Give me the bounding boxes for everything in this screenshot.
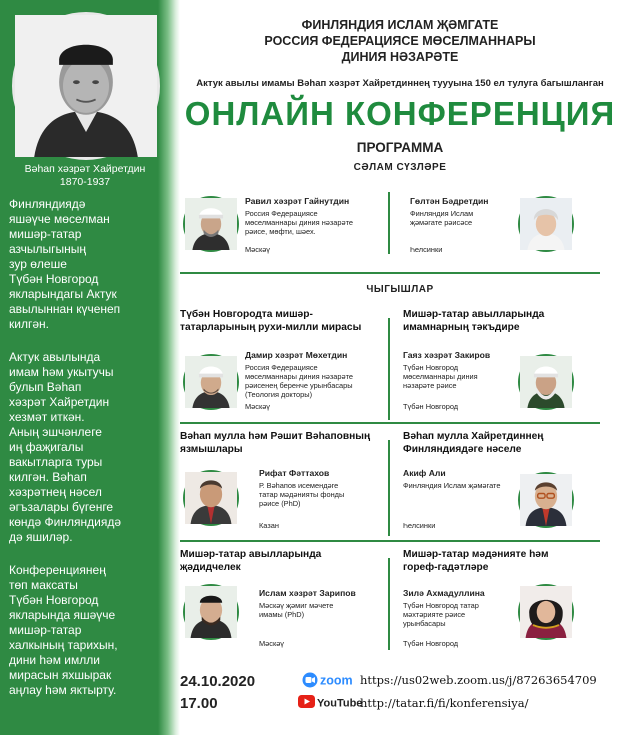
speech-4-role: Финляндия Ислам җәмәгате bbox=[403, 481, 501, 490]
speech-6-role: Түбән Новгород татар мәхтәрияте рәисе урынбасары bbox=[403, 601, 479, 628]
sidebar-paragraph-3: Конференциянең төп максаты Түбән Новгород якларында яшәүче мишәр-татар халкының тарихын, дини һәм имлли мирасын яхшырак аңлау һәм яктырту. bbox=[9, 563, 118, 697]
conference-title: ОНЛАЙН КОНФЕРЕНЦИЯ bbox=[184, 95, 616, 132]
event-date: 24.10.2020 bbox=[180, 673, 256, 690]
speaker-photo-akif-ali bbox=[518, 472, 574, 528]
sidebar-edge bbox=[158, 0, 180, 735]
divider-vertical-row-1 bbox=[388, 318, 390, 420]
speaker-photo-gainutdin bbox=[183, 196, 239, 252]
speech-5-topic: Мишәр-татар авылларында җәдидчелек bbox=[180, 549, 322, 573]
speech-1-city: Мәскәү bbox=[245, 402, 271, 411]
speech-5-city: Мәскәү bbox=[259, 639, 285, 648]
divider-greetings bbox=[180, 272, 600, 274]
program-heading: ПРОГРАММА bbox=[356, 140, 444, 155]
speaker-photo-mukhetdin bbox=[183, 354, 239, 410]
speech-1-name: Дамир хәзрәт Мөхетдин bbox=[245, 350, 348, 360]
portrait-image bbox=[15, 15, 157, 157]
event-time: 17.00 bbox=[180, 695, 218, 712]
speech-5-name: Ислам хәзрәт Зарипов bbox=[259, 588, 356, 598]
org-line-3: ДИНИЯ НӘЗАРӘТЕ bbox=[341, 50, 459, 64]
speaker-photo-badretdin bbox=[518, 196, 574, 252]
greeting-2-name: Гөлтән Бәдретдин bbox=[410, 196, 489, 206]
greeting-2-role: Финляндия Ислам җәмәгате рәисәсе bbox=[410, 209, 474, 227]
divider-row-2 bbox=[180, 540, 600, 542]
portrait-photo bbox=[12, 12, 160, 160]
speech-4-city: Һелсинки bbox=[403, 521, 436, 530]
divider-vertical-row-2 bbox=[388, 440, 390, 536]
greeting-2-city: Һелсинки bbox=[410, 245, 443, 254]
speaker-photo-fattakhov bbox=[183, 470, 239, 526]
youtube-link[interactable]: http://tatar.fi/fi/konferensiya/ bbox=[360, 696, 529, 710]
zoom-logo-icon bbox=[302, 671, 354, 689]
speaker-photo-zakirov bbox=[518, 354, 574, 410]
youtube-logo-icon bbox=[298, 694, 363, 710]
speaker-photo-akhmadullina bbox=[518, 584, 574, 640]
speech-2-city: Түбән Новгород bbox=[403, 402, 459, 411]
speech-5-role: Мәскәү җәмиг мәчете имамы (PhD) bbox=[259, 601, 334, 619]
divider-row-1 bbox=[180, 422, 600, 424]
speech-3-role: Р. Вәһапов исемендәге татар мәдәнияты фонды рәисе (PhD) bbox=[259, 481, 345, 508]
speech-6-topic: Мишәр-татар мәдәнияте һәм гореф-гадәтләре bbox=[403, 549, 549, 573]
greeting-1-city: Мәскәү bbox=[245, 245, 271, 254]
speech-2-topic: Мишәр-татар авылларында имамнарның тәкъдире bbox=[403, 309, 545, 333]
org-line-1: ФИНЛЯНДИЯ ИСЛАМ ҖӘМГАТЕ bbox=[301, 18, 499, 32]
speeches-heading: ЧЫГЫШЛАР bbox=[366, 284, 434, 295]
speech-4-name: Акиф Али bbox=[403, 468, 446, 478]
speech-6-name: Зилә Ахмадуллина bbox=[403, 588, 485, 598]
zoom-logo-text: zoom bbox=[320, 673, 353, 688]
speech-1-role: Россия Федерациясе мөселманнары диния нәзарәте рәисенең беренче урынбасары (Теология докторы) bbox=[245, 363, 354, 399]
speech-3-name: Рифат Фәттахов bbox=[259, 468, 330, 478]
speech-6-city: Түбән Новгород bbox=[403, 639, 459, 648]
sidebar-paragraph-1: Финляндиядә яшәүче мөселман мишәр-татар азчылыгының зур өлеше Түбән Новгород якларындагы Актук авылыннан күченеп килгән. bbox=[9, 197, 121, 331]
divider-vertical-row-3 bbox=[388, 558, 390, 650]
speech-3-topic: Вәһап мулла һәм Рәшит Вәһаповның язмышлары bbox=[180, 431, 371, 455]
subtitle: Актук авылы имамы Вәһап хәзрәт Хайретдиннең туууына 150 ел тулуга багышланган bbox=[196, 78, 604, 89]
speech-2-role: Түбән Новгород мөселманнары диния нәзарәте рәисе bbox=[403, 363, 478, 390]
youtube-logo-text: YouTube bbox=[317, 697, 363, 710]
sidebar-paragraph-2: Актук авылында имам һәм укытучы булып Вәһап хәзрәт Хайретдин хезмәт иткән. Аның эшчәнлеге иң фаҗигалы вакытларга туры килгән. Вәһап хәзрәтнең нәсел әгъзалары бүгенге көндә Финляндиядә дә яшиләр. bbox=[9, 350, 122, 544]
zoom-link[interactable]: https://us02web.zoom.us/j/87263654709 bbox=[360, 673, 597, 687]
speech-1-topic: Түбән Новгородта мишәр- татарларының рухи-милли мирасы bbox=[180, 309, 362, 333]
speech-2-name: Гаяз хәзрәт Закиров bbox=[403, 350, 491, 360]
portrait-caption: Вәһап хәзрәт Хайретдин 1870-1937 bbox=[24, 163, 146, 188]
greeting-1-name: Равил хәзрәт Гайнутдин bbox=[245, 196, 350, 206]
speech-4-topic: Вәһап мулла Хайретдиннең Финляндиядәге нәселе bbox=[403, 431, 544, 455]
speaker-photo-zaripov bbox=[183, 584, 239, 640]
greeting-1-role: Россия Федерациясе мөселманнары диния нәзарәте рәисе, мөфти, шәех. bbox=[245, 209, 354, 236]
org-line-2: РОССИЯ ФЕДЕРАЦИЯСЕ МӨСЕЛМАННАРЫ bbox=[264, 34, 536, 48]
divider-vertical-greetings bbox=[388, 192, 390, 254]
greetings-heading: СӘЛАМ СҮЗЛӘРЕ bbox=[353, 162, 447, 173]
speech-3-city: Казан bbox=[259, 521, 279, 530]
